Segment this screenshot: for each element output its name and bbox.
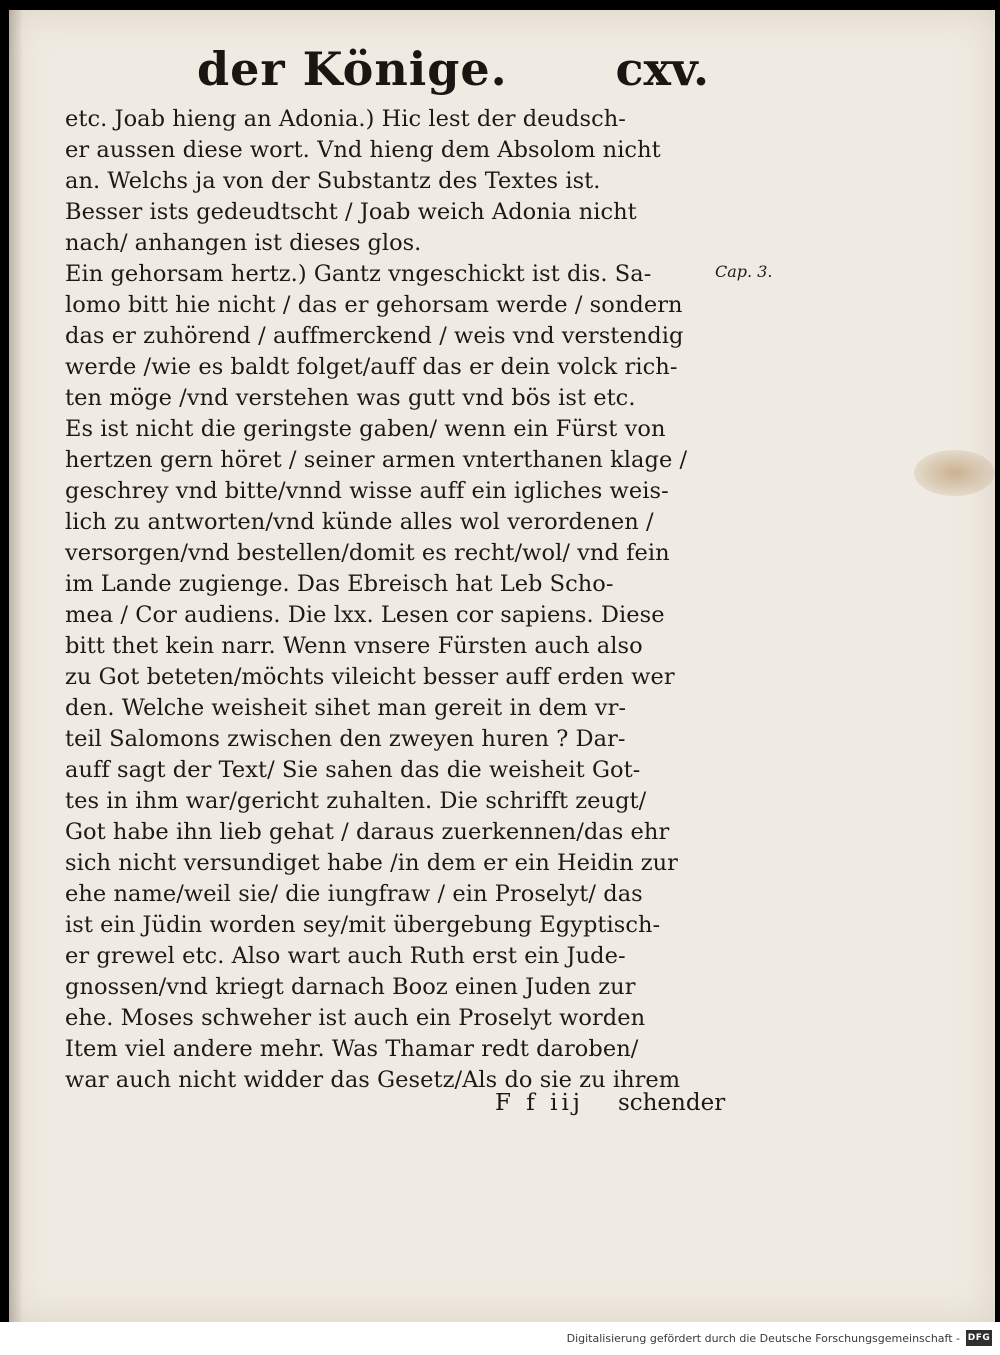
text-line: etc. Joab hieng an Adonia.) Hic lest der deudsch- (65, 106, 626, 132)
text-line: werde /wie es baldt folget/auff das er dein volck rich- (65, 354, 678, 380)
text-line: Item viel andere mehr. Was Thamar redt daroben/ (65, 1036, 639, 1062)
paper-stain (914, 450, 995, 496)
text-line: gnossen/vnd kriegt darnach Booz einen Juden zur (65, 974, 636, 1000)
text-line: ten möge /vnd verstehen was gutt vnd bös ist etc. (65, 385, 636, 411)
text-line: zu Got beteten/möchts vileicht besser auff erden wer (65, 664, 675, 690)
text-line: auff sagt der Text/ Sie sahen das die weisheit Got- (65, 757, 641, 783)
text-line: Besser ists gedeudtscht / Joab weich Adonia nicht (65, 199, 637, 225)
text-line: das er zuhörend / auffmerckend / weis vnd verstendig (65, 323, 684, 349)
text-line: mea / Cor audiens. Die lxx. Lesen cor sapiens. Diese (65, 602, 665, 628)
text-line: ist ein Jüdin worden sey/mit übergebung Egyptisch- (65, 912, 661, 938)
text-line: er grewel etc. Also wart auch Ruth erst ein Jude- (65, 943, 626, 969)
gathering-signature: F f iij (495, 1090, 584, 1116)
text-block (65, 104, 725, 1096)
text-line: ehe name/weil sie/ die iungfraw / ein Proselyt/ das (65, 881, 643, 907)
text-line: geschrey vnd bitte/vnnd wisse auff ein igliches weis- (65, 478, 669, 504)
text-line: lomo bitt hie nicht / das er gehorsam werde / sondern (65, 292, 683, 318)
text-line: an. Welchs ja von der Substantz des Textes ist. (65, 168, 601, 194)
funding-credit: Digitalisierung gefördert durch die Deutsche Forschungsgemeinschaft - (566, 1332, 960, 1345)
text-line: den. Welche weisheit sihet man gereit in dem vr- (65, 695, 627, 721)
text-line: teil Salomons zwischen den zweyen huren ? Dar- (65, 726, 626, 752)
book-page (9, 10, 995, 1322)
text-line: nach/ anhangen ist dieses glos. (65, 230, 422, 256)
running-head: der Könige. (197, 42, 508, 96)
text-line: lich zu antworten/vnd künde alles wol verordenen / (65, 509, 654, 535)
page-gutter-shadow (9, 10, 23, 1322)
text-line: tes in ihm war/gericht zuhalten. Die schrifft zeugt/ (65, 788, 647, 814)
text-line: versorgen/vnd bestellen/domit es recht/wol/ vnd fein (65, 540, 670, 566)
dfg-logo: DFG (966, 1330, 992, 1346)
digitization-footer (0, 1322, 1000, 1355)
text-line: bitt thet kein narr. Wenn vnsere Fürsten auch also (65, 633, 643, 659)
text-line: sich nicht versundiget habe /in dem er ein Heidin zur (65, 850, 678, 876)
folio-number: cxv. (615, 42, 709, 96)
text-line: Es ist nicht die geringste gaben/ wenn ein Fürst von (65, 416, 666, 442)
text-line: Ein gehorsam hertz.) Gantz vngeschickt ist dis. Sa- (65, 261, 652, 287)
page-header (189, 42, 709, 106)
signature-catchword-line (495, 1090, 725, 1116)
text-line: war auch nicht widder das Gesetz/Als do sie zu ihrem (65, 1067, 681, 1093)
text-line: ehe. Moses schweher ist auch ein Proselyt worden (65, 1005, 646, 1031)
text-line: im Lande zugienge. Das Ebreisch hat Leb Scho- (65, 571, 614, 597)
text-line: hertzen gern höret / seiner armen vnterthanen klage / (65, 447, 688, 473)
catchword: schender (617, 1090, 726, 1116)
text-line: Got habe ihn lieb gehat / daraus zuerkennen/das ehr (65, 819, 670, 845)
text-line: er aussen diese wort. Vnd hieng dem Absolom nicht (65, 137, 661, 163)
marginal-note: Cap. 3. (715, 262, 773, 281)
